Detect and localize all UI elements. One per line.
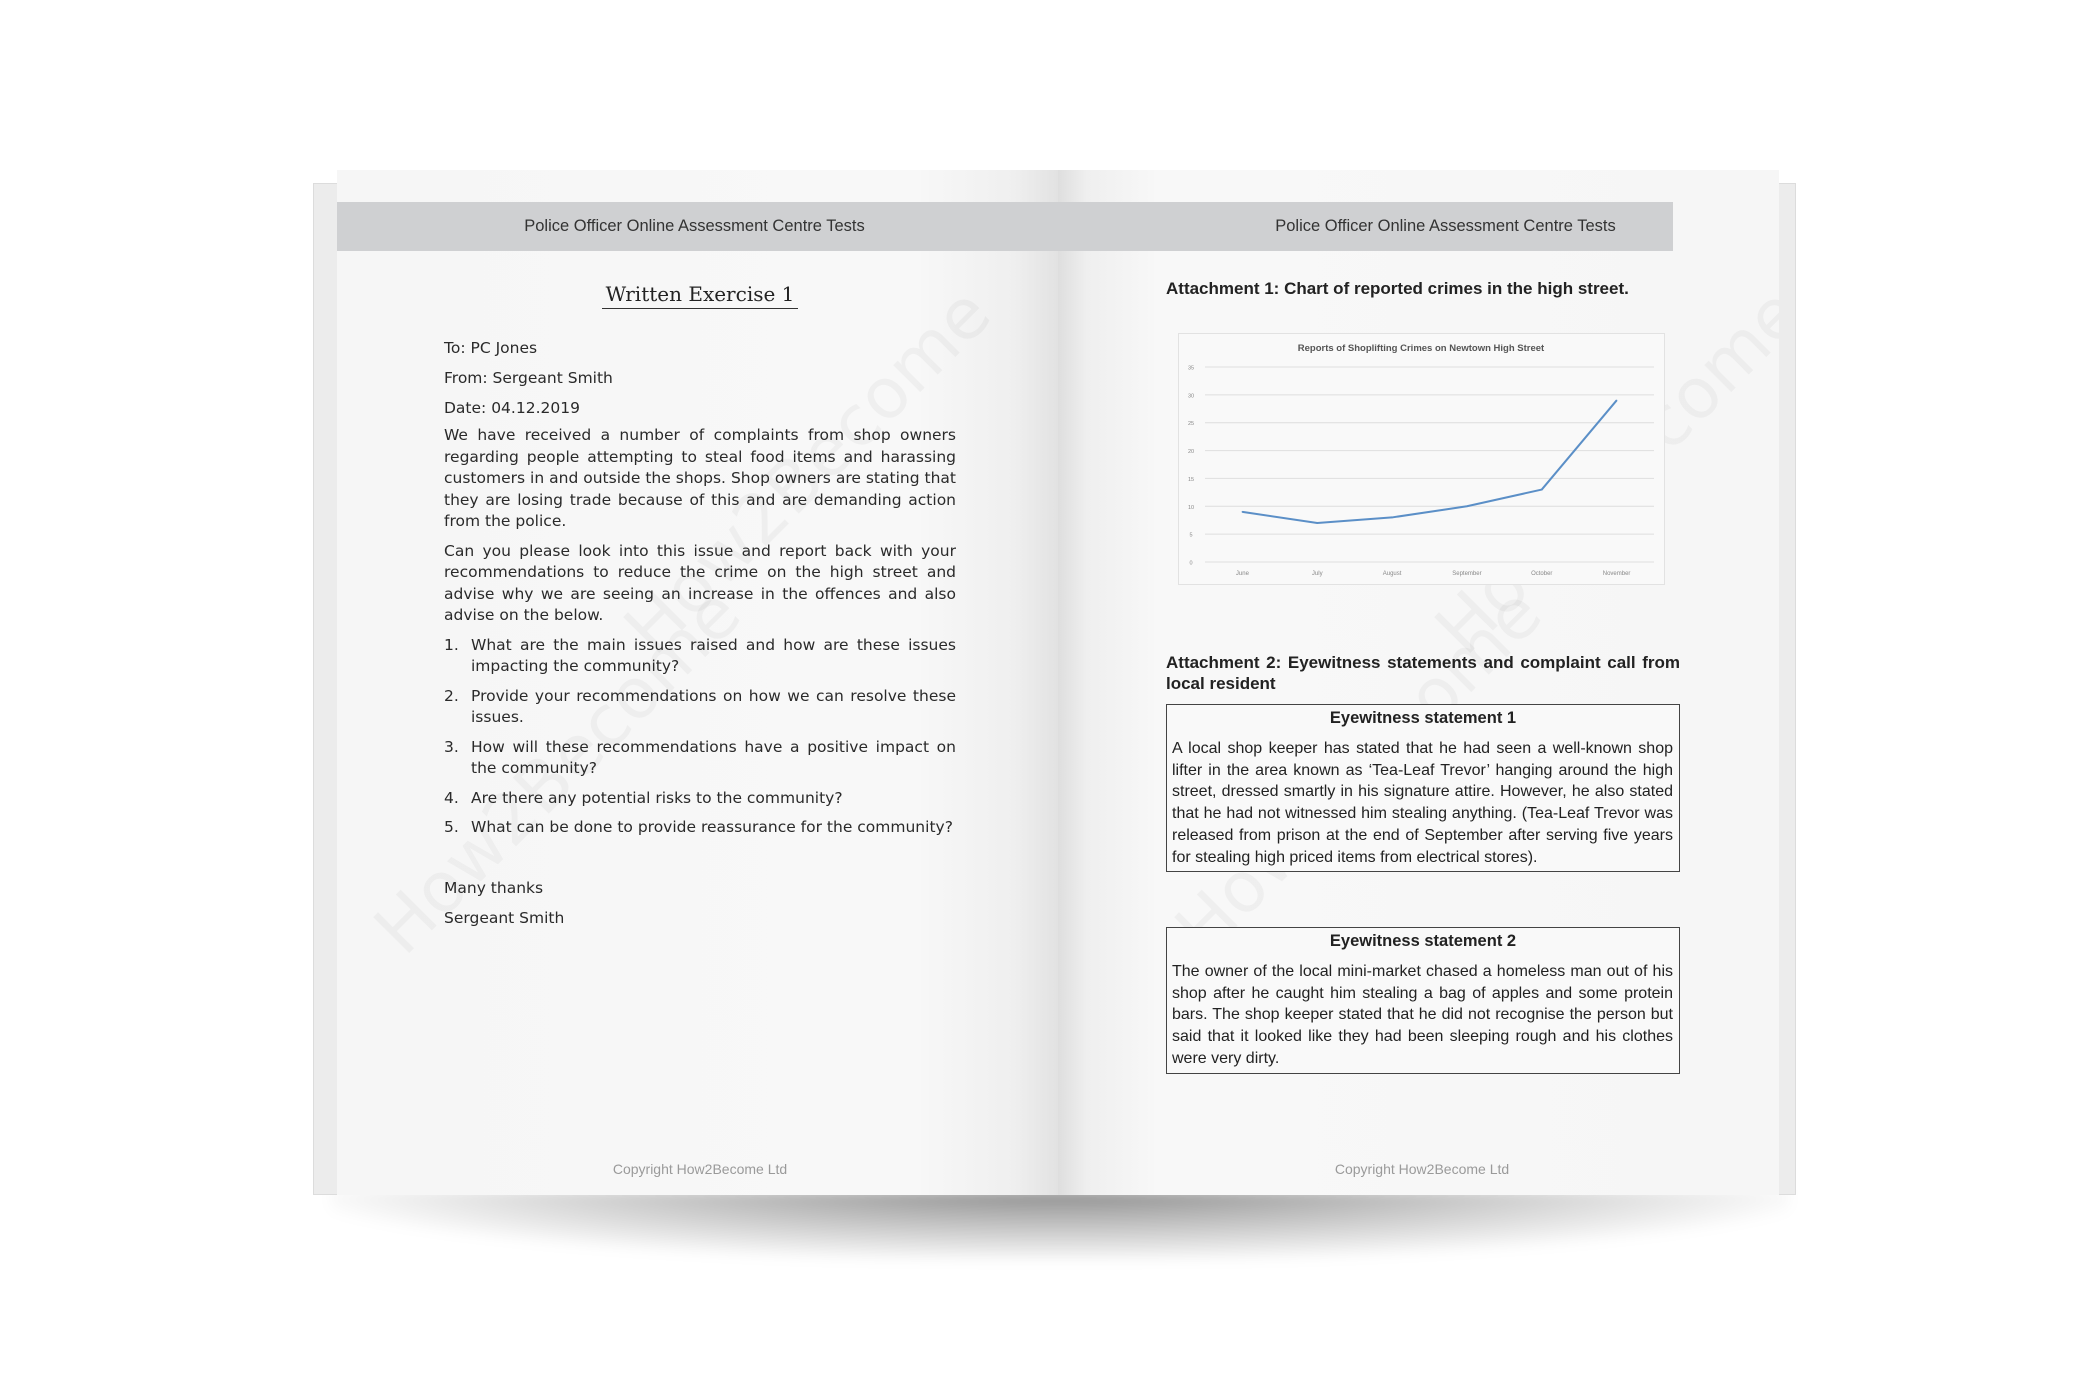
question-item: 1. What are the main issues raised and how are these issues impacting the community?: [444, 635, 956, 675]
y-tick-label: 25: [1187, 421, 1195, 428]
eyewitness-statement-1: [1166, 704, 1680, 872]
x-tick-label: June: [1235, 571, 1249, 577]
data-point: [1391, 517, 1393, 519]
memo-date: Date: 04.12.2019: [444, 399, 580, 417]
eyewitness-statement-2: [1166, 927, 1680, 1074]
y-tick-label: 30: [1187, 393, 1195, 400]
y-tick-label: 35: [1187, 365, 1195, 372]
x-tick-label: November: [1602, 571, 1631, 577]
closing-line: Many thanks: [444, 878, 544, 897]
x-tick-label: September: [1452, 571, 1482, 577]
attachment2-heading: Attachment 2: Eyewitness statements and complaint call from local resident: [1166, 653, 1680, 693]
data-point: [1541, 489, 1543, 491]
data-point: [1316, 522, 1318, 524]
data-point: [1242, 511, 1244, 513]
y-tick-label: 0: [1189, 560, 1193, 567]
x-tick-label: July: [1311, 571, 1323, 577]
attachment1-heading: Attachment 1: Chart of reported crimes in the high street.: [1166, 279, 1629, 298]
question-item: 4. Are there any potential risks to the community?: [444, 788, 843, 807]
question-item: 3. How will these recommendations have a positive impact on the community?: [444, 737, 956, 777]
memo-closing: [444, 875, 956, 935]
y-tick-label: 10: [1187, 504, 1195, 511]
statement-title: Eyewitness statement 2: [1329, 932, 1517, 950]
memo-paragraph: We have received a number of complaints from shop owners regarding people attempting to steal food items and harassing customers in and outside the shops. Shop owners are stating that they are losing trade because of this and are demanding action from the police.: [444, 426, 956, 530]
y-tick-label: 15: [1187, 476, 1195, 483]
left-page: [337, 170, 1058, 1195]
question-item: 5. What can be done to provide reassurance for the community?: [444, 818, 953, 836]
left-running-header: [337, 202, 1058, 251]
question-item: 2. Provide your recommendations on how we can resolve these issues.: [444, 686, 956, 726]
line-chart: [1179, 334, 1664, 584]
right-page: [1058, 170, 1779, 1195]
running-title: Police Officer Online Assessment Centre Tests: [1275, 217, 1616, 235]
page-footer: Copyright How2Become Ltd: [1334, 1161, 1510, 1177]
signature: Sergeant Smith: [444, 908, 565, 927]
y-tick-label: 20: [1187, 449, 1195, 456]
data-point: [1616, 400, 1618, 402]
page-footer: Copyright How2Become Ltd: [612, 1161, 788, 1177]
statement-title: Eyewitness statement 1: [1329, 709, 1517, 727]
book-shadow: [330, 1190, 1790, 1260]
chart-title: Reports of Shoplifting Crimes on Newtown High Street: [1297, 343, 1545, 354]
series-line: [1242, 400, 1616, 523]
chart-frame: [1178, 333, 1665, 585]
statement-body: A local shop keeper has stated that he had seen a well-known shop lifter in the area known as ‘Tea-Leaf Trevor’ hanging around the high street, dressed smartly in his signature attire. However, he also stated that he had not witnessed him stealing anything. (Tea-Leaf Trevor was released from prison at the end of September after serving five years for stealing high priced items from electrical stores).: [1172, 740, 1673, 866]
x-tick-label: August: [1382, 571, 1402, 577]
statement-body: The owner of the local mini-market chased a homeless man out of his shop after he caught him stealing a bag of apples and some protein bars. The shop keeper stated that he did not recognise the person but said that it looked like they had been sleeping rough and his clothes were very dirty.: [1172, 963, 1673, 1067]
x-tick-label: October: [1531, 571, 1553, 577]
y-tick-label: 5: [1189, 532, 1193, 539]
data-point: [1466, 505, 1468, 507]
question-list: [444, 635, 956, 839]
memo-to: To: PC Jones: [444, 339, 538, 357]
running-title: Police Officer Online Assessment Centre Tests: [524, 217, 865, 235]
exercise-title: Written Exercise 1: [444, 282, 956, 306]
memo: [444, 335, 956, 935]
memo-paragraph: Can you please look into this issue and report back with your recommendations to reduce the crime on the high street and advise why we are seeing an increase in the offences and also advise on the below.: [444, 541, 956, 624]
memo-from: From: Sergeant Smith: [444, 369, 613, 387]
right-running-header: [1058, 202, 1673, 251]
